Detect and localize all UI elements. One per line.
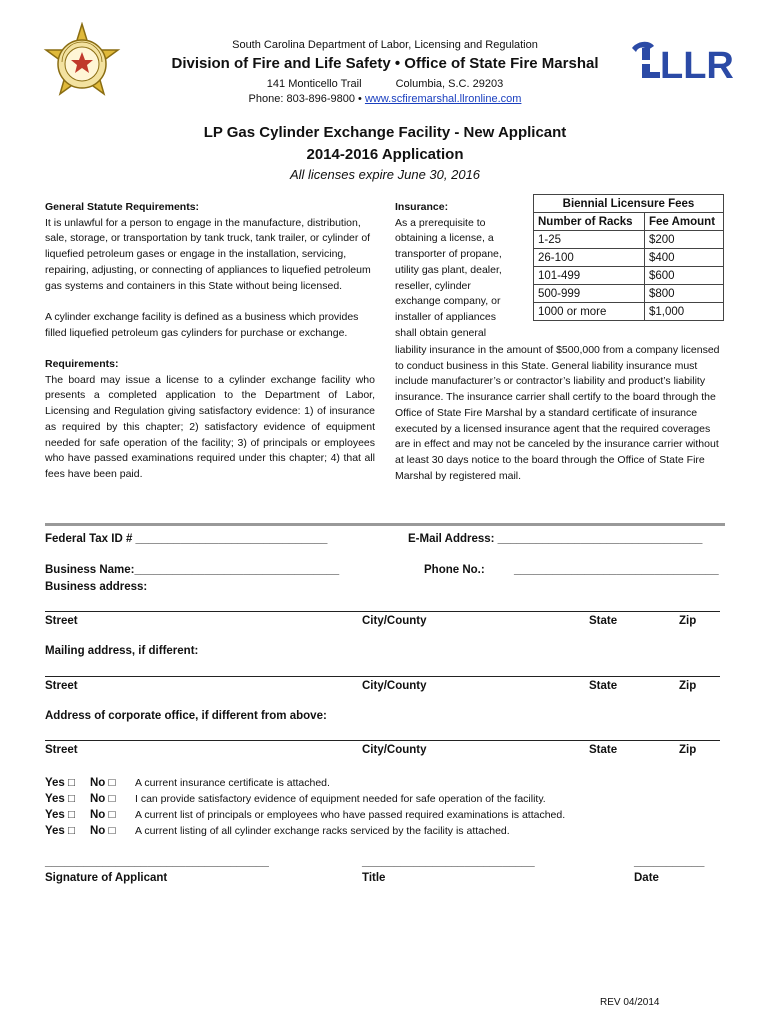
checklist-item-text: A current listing of all cylinder exchange racks serviced by the facility is attached. — [135, 825, 510, 837]
signature-line[interactable]: ___________________________________ — [45, 856, 269, 868]
fee-racks: 1000 or more — [534, 303, 645, 321]
insurance-line: transporter of propane, — [395, 248, 502, 261]
yes-label: Yes — [45, 777, 69, 789]
fee-racks: 1-25 — [534, 231, 645, 249]
business-name-field[interactable]: Business Name:________________________________ — [45, 564, 340, 576]
street-label: Street — [45, 744, 78, 756]
yes-label: Yes — [45, 793, 69, 805]
phone-label: Phone No.: — [424, 564, 485, 576]
email-field[interactable]: E-Mail Address: ________________________________ — [408, 533, 703, 545]
fee-amount: $1,000 — [645, 303, 724, 321]
no-checkbox[interactable]: □ — [108, 809, 116, 821]
corporate-address-label: Address of corporate office, if different from above: — [45, 710, 327, 722]
checklist — [45, 773, 565, 837]
yes-label: Yes — [45, 809, 69, 821]
mailing-address-label: Mailing address, if different: — [45, 645, 199, 657]
insurance-line: installer of appliances — [395, 310, 496, 323]
fees-col-amount: Fee Amount — [645, 213, 724, 231]
yes-option[interactable] — [45, 793, 90, 805]
insurance-line: exchange company, or — [395, 295, 501, 308]
fees-table-wrapper — [533, 194, 724, 321]
fee-amount: $200 — [645, 231, 724, 249]
signature-label: Signature of Applicant — [45, 872, 168, 884]
fee-amount: $800 — [645, 285, 724, 303]
title-line[interactable]: ___________________________ — [362, 856, 535, 868]
statute-section — [45, 200, 375, 483]
no-option[interactable] — [90, 825, 135, 837]
fee-racks: 26-100 — [534, 249, 645, 267]
no-label: No — [90, 793, 109, 805]
title-label: Title — [362, 872, 386, 884]
requirements-heading: Requirements: — [45, 358, 119, 370]
checklist-row — [45, 789, 565, 805]
city-label: City/County — [362, 680, 427, 692]
state-label: State — [589, 680, 618, 692]
insurance-intro — [395, 200, 535, 341]
yes-label: Yes — [45, 825, 69, 837]
zip-label: Zip — [679, 615, 697, 627]
business-address-line[interactable] — [45, 611, 720, 612]
no-checkbox[interactable]: □ — [108, 777, 116, 789]
fees-col-racks: Number of Racks — [534, 213, 645, 231]
definition-text: A cylinder exchange facility is defined as a business which provides filled liquefied petroleum gas cylinders for purchase or exchange. — [45, 310, 359, 339]
street-address: 141 Monticello Trail — [266, 78, 362, 90]
yes-checkbox[interactable]: □ — [68, 777, 75, 789]
yes-checkbox[interactable]: □ — [68, 809, 75, 821]
expiry-note: All licenses expire June 30, 2016 — [289, 167, 481, 182]
form-title: LP Gas Cylinder Exchange Facility - New Applicant — [203, 124, 567, 141]
insurance-heading: Insurance: — [395, 201, 449, 213]
tax-id-field[interactable]: Federal Tax ID # ______________________________ — [45, 533, 328, 545]
insurance-line: utility gas plant, dealer, — [395, 263, 502, 276]
no-label: No — [90, 809, 109, 821]
no-option[interactable] — [90, 793, 135, 805]
checklist-row — [45, 821, 565, 837]
fees-title: Biennial Licensure Fees — [534, 195, 724, 213]
city-label: City/County — [362, 615, 427, 627]
checklist-item-text: A current list of principals or employees who have passed required examinations is attached. — [135, 809, 566, 821]
requirements-text: The board may issue a license to a cylinder exchange facility who presents a completed application to the Department of Labor, Licensing and Regulation giving satisfactory evidence: 1) of insurance as required by this chapter; 2) satisfactory evidence of equipment needed for safe operation of the facility; 3) of principals or employees who have passed examinations required under this chapter; 4) that all fees have been paid. — [45, 373, 375, 480]
insurance-line: As a prerequisite to — [395, 216, 486, 229]
insurance-line: shall obtain general — [395, 326, 487, 339]
fee-row — [534, 303, 724, 321]
insurance-line: reseller, cylinder — [395, 279, 471, 292]
checklist-row — [45, 805, 565, 821]
yes-checkbox[interactable]: □ — [68, 793, 75, 805]
statute-heading: General Statute Requirements: — [45, 201, 200, 213]
fee-row — [534, 285, 724, 303]
date-label: Date — [634, 872, 659, 884]
fee-row — [534, 249, 724, 267]
checklist-item-text: A current insurance certificate is attached. — [135, 777, 330, 789]
llr-logo-text: LLR — [660, 45, 734, 82]
state-label: State — [589, 744, 618, 756]
section-divider — [45, 523, 725, 526]
yes-option[interactable] — [45, 777, 90, 789]
state-label: State — [589, 615, 618, 627]
phone-line — [0, 93, 770, 105]
fees-table — [533, 194, 724, 321]
fee-racks: 101-499 — [534, 267, 645, 285]
street-label: Street — [45, 680, 78, 692]
corporate-address-line[interactable] — [45, 740, 720, 741]
insurance-text: liability insurance in the amount of $500,000 from a company licensed to conduct business in this State. General liability insurance must include manufacturer’s or contractor’s liability and product’s liability insurance. The insurance carrier shall certify to the board through the Office of State Fire Marshal by a standard certificate of insurance executed by a licensed insurance agent that the required coverages are in effect and may not be canceled by the insurance carrier without at least 30 days notice to the board through the Office of State Fire Marshal by registered mail. — [395, 344, 720, 482]
no-checkbox[interactable]: □ — [108, 793, 116, 805]
fee-row — [534, 231, 724, 249]
no-checkbox[interactable]: □ — [108, 825, 116, 837]
website-link[interactable]: www.scfiremarshal.llronline.com — [364, 93, 522, 105]
yes-option[interactable] — [45, 825, 90, 837]
checklist-row — [45, 773, 565, 789]
phone-field[interactable]: ________________________________ — [514, 564, 719, 576]
no-option[interactable] — [90, 809, 135, 821]
city-address: Columbia, S.C. 29203 — [395, 78, 504, 90]
date-line[interactable]: ___________ — [634, 856, 705, 868]
fee-racks: 500-999 — [534, 285, 645, 303]
revision-note: REV 04/2014 — [600, 997, 660, 1008]
no-label: No — [90, 777, 109, 789]
yes-checkbox[interactable]: □ — [68, 825, 75, 837]
fee-amount: $400 — [645, 249, 724, 267]
statute-text: It is unlawful for a person to engage in the manufacture, distribution, sale, storage, or transportation by tank truck, tank trailer, or cylinder of liquefied petroleum gases or engage in the installation, servicing, repairing, adjusting, or connecting of appliances to liquefied petroleum gas systems and containers in this State without being licensed. — [45, 216, 371, 292]
fee-row — [534, 267, 724, 285]
business-address-label: Business address: — [45, 581, 148, 593]
fee-amount: $600 — [645, 267, 724, 285]
street-label: Street — [45, 615, 78, 627]
no-option[interactable] — [90, 777, 135, 789]
form-period: 2014-2016 Application — [306, 146, 464, 163]
city-label: City/County — [362, 744, 427, 756]
division-name: Division of Fire and Life Safety • Office of State Fire Marshal — [171, 55, 599, 72]
zip-label: Zip — [679, 680, 697, 692]
department-name: South Carolina Department of Labor, Licensing and Regulation — [232, 39, 538, 51]
yes-option[interactable] — [45, 809, 90, 821]
phone-text: Phone: 803-896-9800 • — [248, 93, 365, 105]
address — [0, 78, 770, 90]
mailing-address-line[interactable] — [45, 676, 720, 677]
no-label: No — [90, 825, 109, 837]
checklist-item-text: I can provide satisfactory evidence of equipment needed for safe operation of the facility. — [135, 793, 546, 805]
zip-label: Zip — [679, 744, 697, 756]
insurance-line: obtaining a license, a — [395, 232, 494, 245]
